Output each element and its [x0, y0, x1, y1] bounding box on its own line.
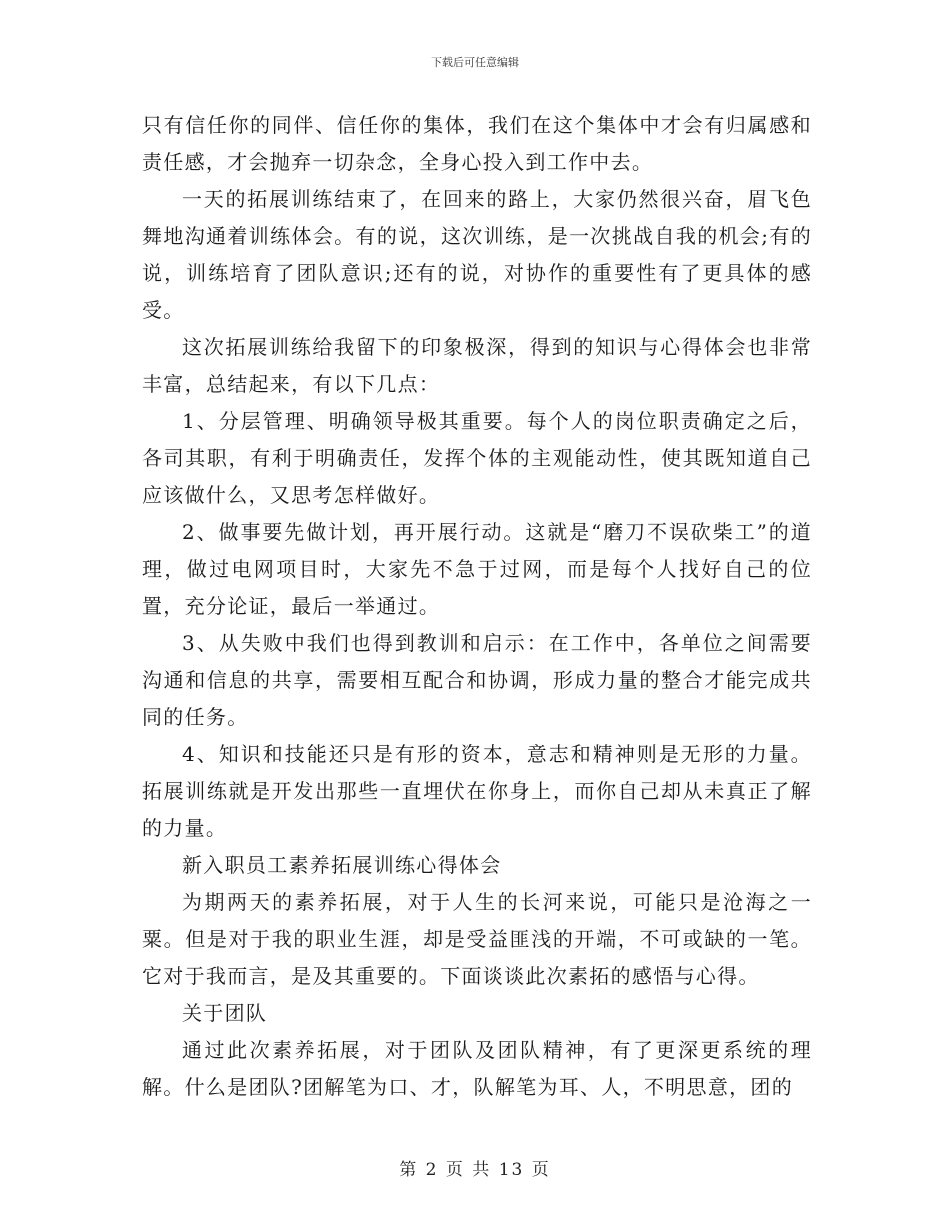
document-body	[142, 107, 812, 1106]
paragraph-point-3: 3、从失败中我们也得到教训和启示：在工作中，各单位之间需要沟通和信息的共享，需要相互配合和协调，形成力量的整合才能完成共同的任务。	[142, 631, 812, 729]
paragraph-team: 通过此次素养拓展，对于团队及团队精神，有了更深更系统的理解。什么是团队?团解笔为口、才，队解笔为耳、人，不明思意，团的	[142, 1038, 812, 1099]
paragraph-point-1: 1、分层管理、明确领导极其重要。每个人的岗位职责确定之后，各司其职，有利于明确责任，发挥个体的主观能动性，使其既知道自己应该做什么，又思考怎样做好。	[142, 409, 812, 507]
paragraph-intro: 为期两天的素养拓展，对于人生的长河来说，可能只是沧海之一粟。但是对于我的职业生涯，却是受益匪浅的开端，不可或缺的一笔。它对于我而言，是及其重要的。下面谈谈此次素拓的感悟与心得。	[142, 890, 812, 988]
subsection-title: 关于团队	[182, 1001, 268, 1025]
paragraph-2: 一天的拓展训练结束了，在回来的路上，大家仍然很兴奋，眉飞色舞地沟通着训练体会。有的说，这次训练，是一次挑战自我的机会;有的说，训练培育了团队意识;还有的说，对协作的重要性有了更具体的感受。	[142, 187, 812, 322]
paragraph-3: 这次拓展训练给我留下的印象极深，得到的知识与心得体会也非常丰富，总结起来，有以下几点：	[142, 335, 812, 396]
page-header: 下载后可任意编辑	[431, 56, 519, 69]
paragraph-point-4: 4、知识和技能还只是有形的资本，意志和精神则是无形的力量。拓展训练就是开发出那些一直埋伏在你身上，而你自己却从未真正了解的力量。	[142, 742, 812, 840]
paragraph-point-2: 2、做事要先做计划，再开展行动。这就是“磨刀不误砍柴工”的道理，做过电网项目时，大家先不急于过网，而是每个人找好自己的位置，充分论证，最后一举通过。	[142, 520, 812, 618]
section-title: 新入职员工素养拓展训练心得体会	[182, 853, 502, 877]
page-footer: 第 2 页 共 13 页	[399, 1160, 551, 1180]
paragraph-1: 只有信任你的同伴、信任你的集体，我们在这个集体中才会有归属感和责任感，才会抛弃一切杂念，全身心投入到工作中去。	[142, 113, 812, 174]
